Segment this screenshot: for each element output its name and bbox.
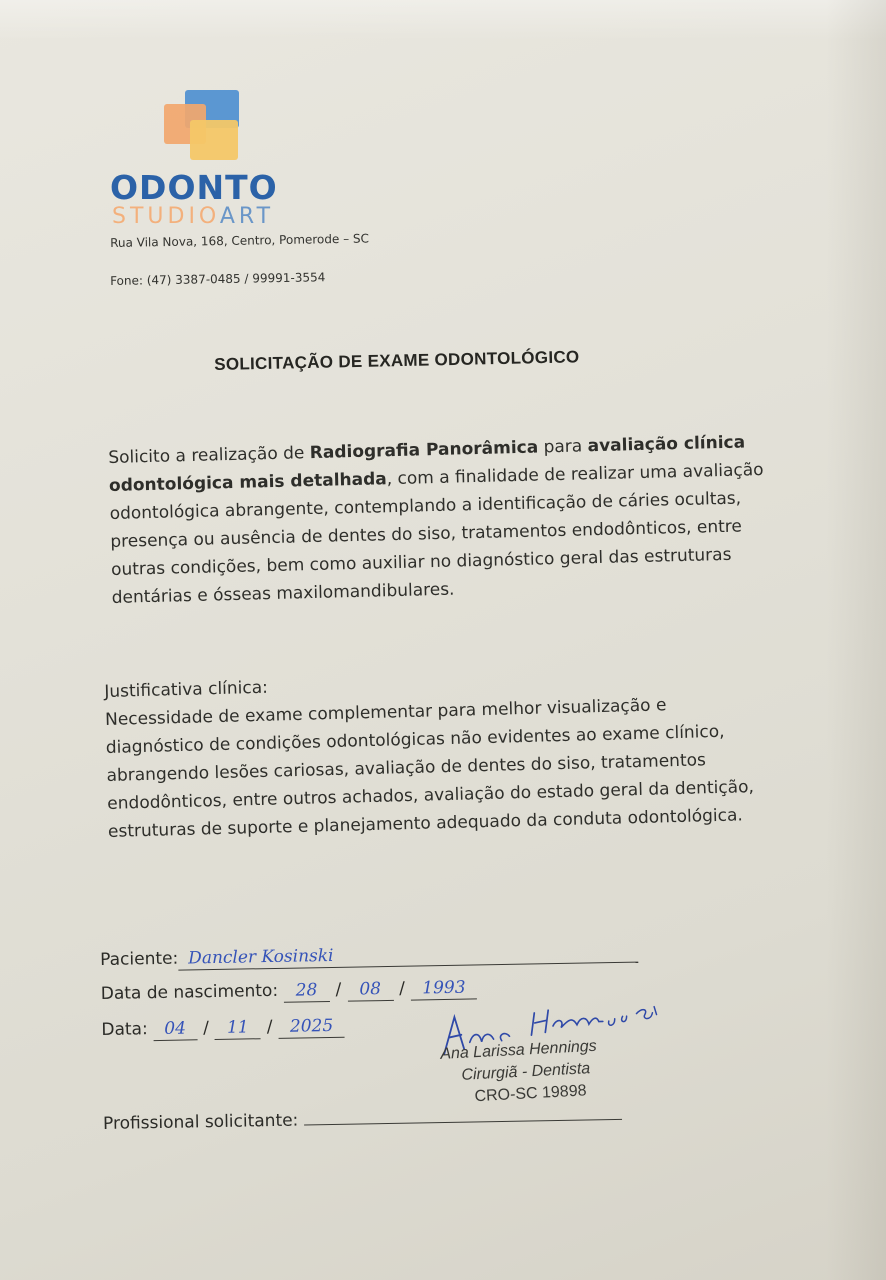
stamp-name: Ana Larissa Hennings (439, 1037, 598, 1063)
justification-section (104, 661, 755, 846)
date-month-field[interactable]: 11 (215, 1018, 261, 1040)
request-line-5: outras condições, bem como auxiliar no diagnóstico geral das estruturas (110, 544, 732, 580)
clinic-address: Rua Vila Nova, 168, Centro, Pomerode – SC (110, 231, 370, 250)
birth-date-row: Data de nascimento: 28 / 08 / 1993 (101, 977, 478, 1006)
date-year-field[interactable]: 2025 (278, 1017, 344, 1039)
professional-label: Profissional solicitante: (102, 1110, 299, 1134)
birth-date-label: Data de nascimento: (100, 980, 279, 1004)
request-line-3: odontológica abrangente, contemplando a identificação de cáries ocultas, (109, 488, 742, 524)
justification-heading: Justificativa clínica: (104, 677, 269, 702)
justification-line-4: endodônticos, entre outros achados, avaliação do estado geral da dentição, (107, 777, 755, 814)
patient-label: Paciente: (100, 948, 179, 970)
paper-shading-right (826, 0, 886, 1280)
birth-day-field[interactable]: 28 (283, 981, 329, 1003)
birth-month-field[interactable]: 08 (347, 980, 393, 1002)
justification-line-2: diagnóstico de condições odontológicas não evidentes ao exame clínico, (105, 721, 725, 758)
stamp-registry: CRO-SC 19898 (474, 1082, 587, 1106)
clinic-phone: Fone: (47) 3387-0485 / 99991-3554 (110, 270, 326, 288)
date-day-field[interactable]: 04 (153, 1019, 197, 1041)
patient-value: Dancler Kosinski (188, 945, 334, 969)
request-line-1: Solicito a realização de Radiografia Panorâmica para avaliação clínica (108, 432, 746, 468)
document-title: SOLICITAÇÃO DE EXAME ODONTOLÓGICO (214, 347, 580, 374)
request-line-4: presença ou ausência de dentes do siso, tratamentos endodônticos, entre (110, 516, 743, 552)
birth-year-field[interactable]: 1993 (411, 978, 477, 1000)
stamp-role: Cirurgiã - Dentista (461, 1060, 591, 1084)
request-line-6: dentárias e ósseas maxilomandibulares. (111, 579, 455, 608)
logo-squares-icon (164, 86, 244, 166)
request-paragraph (108, 428, 767, 612)
justification-line-3: abrangendo lesões cariosas, avaliação de dentes do siso, tratamentos (106, 750, 707, 786)
justification-line-1: Necessidade de exame complementar para melhor visualização e (104, 695, 667, 730)
logo-brand-sub: STUDIOART (112, 204, 275, 229)
request-line-2: odontológica mais detalhada, com a finalidade de realizar uma avaliação (108, 459, 764, 496)
date-row: Data: 04 / 11 / 2025 (101, 1016, 345, 1042)
clinic-logo (110, 86, 310, 236)
professional-stamp (438, 997, 683, 1119)
justification-line-5: estruturas de suporte e planejamento adequado da conduta odontológica. (107, 805, 744, 842)
date-label: Data: (101, 1019, 148, 1040)
logo-brand-main: ODONTO (110, 168, 278, 207)
paper-shading-top (0, 0, 886, 40)
